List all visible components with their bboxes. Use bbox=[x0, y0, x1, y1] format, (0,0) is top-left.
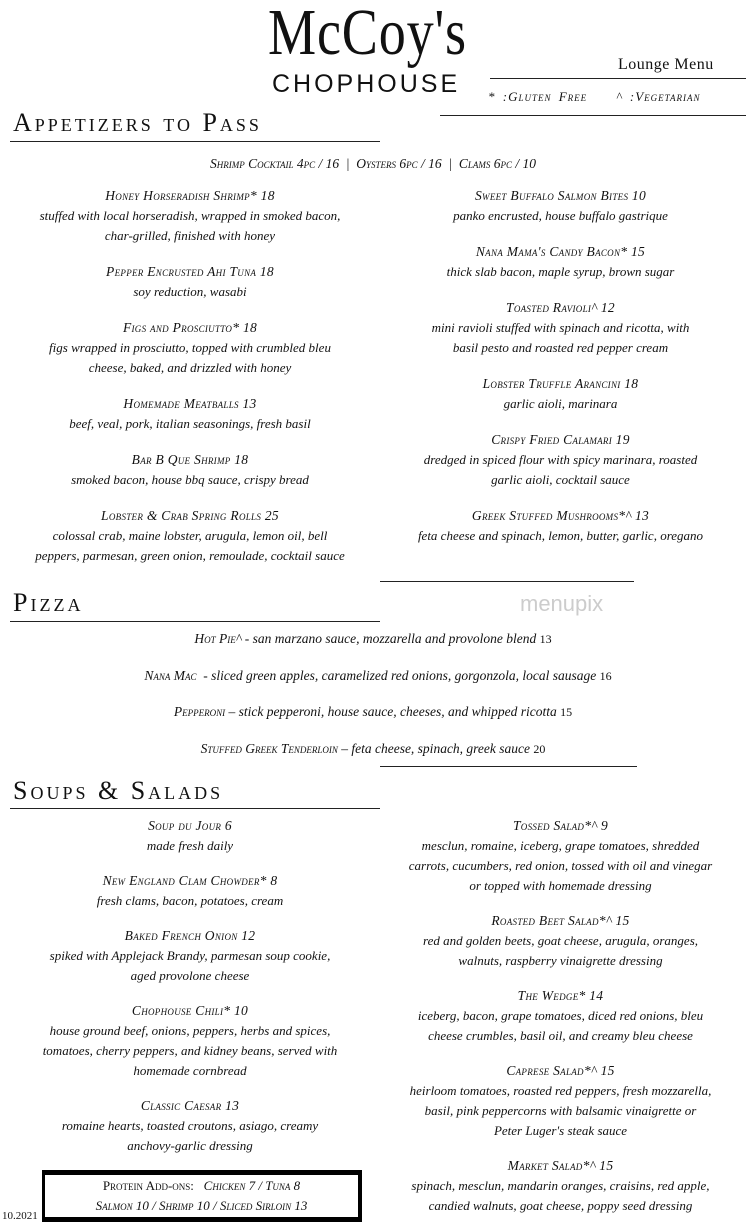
menu-item-description: walnuts, raspberry vinaigrette dressing bbox=[458, 953, 663, 968]
menu-item bbox=[447, 241, 675, 282]
pizza-name: Hot Pie^ bbox=[194, 631, 242, 646]
menu-item-description: fresh clams, bacon, potatoes, cream bbox=[96, 893, 284, 908]
menu-item-description: spinach, mesclun, mandarin oranges, craisins, red apple, bbox=[411, 1178, 710, 1193]
dietary-legend: * :Gluten Free ^ :Vegetarian bbox=[488, 89, 701, 104]
protein-addons-box bbox=[42, 1170, 362, 1222]
section-heading-appetizers: Appetizers to Pass bbox=[13, 108, 262, 137]
pizza-description: – feta cheese, spinach, greek sauce bbox=[337, 740, 534, 756]
menu-date: 10.2021 bbox=[2, 1210, 38, 1222]
menu-item-description: soy reduction, wasabi bbox=[133, 284, 247, 299]
menu-item-description: heirloom tomatoes, roasted red peppers, fresh mozzarella, bbox=[409, 1083, 712, 1098]
pizza-description: - san marzano sauce, mozzarella and provolone blend bbox=[241, 631, 540, 646]
menu-item-title: Lobster Truffle Arancini 18 bbox=[482, 376, 639, 391]
menu-item-description: dredged in spiced flour with spicy marinara, roasted bbox=[423, 452, 698, 467]
menu-item bbox=[106, 261, 274, 302]
menu-item-title: Classic Caesar 13 bbox=[140, 1098, 240, 1113]
divider bbox=[380, 766, 637, 767]
menu-item-description: mesclun, romaine, iceberg, grape tomatoes, shredded bbox=[421, 838, 700, 853]
pizza-name: Pepperoni bbox=[173, 704, 226, 719]
menu-item bbox=[62, 1095, 318, 1156]
menu-item bbox=[418, 985, 703, 1046]
menu-item bbox=[40, 185, 341, 246]
protein-line1: Chicken 7 / Tuna 8 bbox=[203, 1178, 301, 1193]
menu-item-title: Figs and Prosciutto* 18 bbox=[122, 320, 258, 335]
divider bbox=[10, 141, 380, 142]
menu-item-description: aged provolone cheese bbox=[130, 968, 250, 983]
menu-item bbox=[147, 815, 233, 856]
pizza-name: Nana Mac bbox=[144, 667, 197, 683]
menu-item-description: panko encrusted, house buffalo gastrique bbox=[453, 208, 668, 223]
protein-label: Protein Add-ons: bbox=[102, 1178, 194, 1193]
menu-item bbox=[483, 373, 639, 414]
pizza-list bbox=[0, 628, 746, 774]
divider bbox=[440, 115, 746, 116]
menu-item-title: Homemade Meatballs 13 bbox=[123, 396, 257, 411]
salads-column bbox=[378, 815, 743, 1230]
menu-item-title: The Wedge* 14 bbox=[517, 988, 604, 1003]
menu-item-title: Soup du Jour 6 bbox=[148, 818, 232, 833]
menu-item-title: Toasted Ravioli^ 12 bbox=[506, 300, 615, 315]
menu-item-description: thick slab bacon, maple syrup, brown sugar bbox=[446, 264, 675, 279]
menu-item-description: mini ravioli stuffed with spinach and ricotta, with bbox=[431, 320, 690, 335]
soups-column bbox=[5, 815, 375, 1170]
menu-item bbox=[410, 1060, 712, 1141]
menu-item-title: Caprese Salad*^ 15 bbox=[506, 1063, 615, 1078]
menu-item-description: cheese crumbles, basil oil, and creamy bleu cheese bbox=[428, 1028, 693, 1043]
pizza-price: 16 bbox=[599, 668, 612, 683]
raw-bar-line: Shrimp Cocktail 4pc / 16 | Oysters 6pc / 16 | Clams 6pc / 10 bbox=[209, 156, 537, 171]
menu-item-title: Nana Mama's Candy Bacon* 15 bbox=[475, 244, 646, 259]
menu-item bbox=[411, 1155, 709, 1216]
menu-item-title: Bar B Que Shrimp 18 bbox=[131, 452, 249, 467]
menu-item bbox=[71, 449, 309, 490]
menu-item bbox=[43, 1000, 338, 1081]
logo-chophouse: CHOPHOUSE bbox=[272, 70, 461, 98]
menu-item-description: basil pesto and roasted red pepper cream bbox=[452, 340, 669, 355]
divider bbox=[10, 621, 380, 622]
menu-item-title: Baked French Onion 12 bbox=[124, 928, 256, 943]
menu-item-description: peppers, parmesan, green onion, remoulade, cocktail sauce bbox=[35, 548, 345, 563]
logo-mccoys: McCoy's bbox=[268, 0, 467, 69]
divider bbox=[380, 581, 634, 582]
menu-item-description: red and golden beets, goat cheese, arugula, oranges, bbox=[423, 933, 698, 948]
menu-item-description: beef, veal, pork, italian seasonings, fresh basil bbox=[69, 416, 311, 431]
menu-item-description: char-grilled, finished with honey bbox=[104, 228, 276, 243]
pizza-price: 15 bbox=[560, 705, 573, 719]
menu-item-description: colossal crab, maine lobster, arugula, lemon oil, bell bbox=[52, 528, 328, 543]
menu-item-title: Honey Horseradish Shrimp* 18 bbox=[105, 188, 275, 203]
menu-item-description: carrots, cucumbers, red onion, tossed with oil and vinegar bbox=[408, 858, 713, 873]
appetizers-right-column bbox=[378, 185, 743, 561]
section-heading-soups-salads: Soups & Salads bbox=[13, 776, 224, 805]
menu-name: Lounge Menu bbox=[618, 56, 714, 73]
watermark: menupix bbox=[520, 591, 604, 616]
menu-item bbox=[69, 393, 310, 434]
menu-item bbox=[409, 815, 712, 896]
pizza-item bbox=[0, 628, 746, 665]
menu-item-description: iceberg, bacon, grape tomatoes, diced red onions, bleu bbox=[417, 1008, 704, 1023]
menu-item bbox=[50, 925, 331, 986]
menu-item-description: homemade cornbread bbox=[133, 1063, 247, 1078]
pizza-price: 20 bbox=[533, 741, 546, 756]
menu-item-description: basil, pink peppercorns with balsamic vinaigrette or bbox=[424, 1103, 697, 1118]
menu-item-title: New England Clam Chowder* 8 bbox=[102, 873, 278, 888]
menu-item-title: Greek Stuffed Mushrooms*^ 13 bbox=[471, 508, 650, 523]
menu-item bbox=[97, 870, 283, 911]
menu-item-description: figs wrapped in prosciutto, topped with crumbled bleu bbox=[49, 340, 331, 355]
menu-item-title: Chophouse Chili* 10 bbox=[131, 1003, 249, 1018]
appetizers-left-column bbox=[5, 185, 375, 581]
menu-item-description: romaine hearts, toasted croutons, asiago, creamy bbox=[61, 1118, 319, 1133]
menu-item bbox=[424, 429, 697, 490]
pizza-description: – stick pepperoni, house sauce, cheeses, and whipped ricotta bbox=[225, 704, 561, 719]
menu-item-description: candied walnuts, goat cheese, poppy seed dressing bbox=[428, 1198, 693, 1213]
menu-item-title: Pepper Encrusted Ahi Tuna 18 bbox=[106, 264, 274, 279]
menu-item-description: smoked bacon, house bbq sauce, crispy bread bbox=[71, 472, 309, 487]
menu-item-description: garlic aioli, marinara bbox=[503, 396, 618, 411]
menu-item bbox=[453, 185, 668, 226]
pizza-item bbox=[0, 701, 746, 738]
pizza-item bbox=[0, 665, 746, 702]
pizza-price: 13 bbox=[539, 632, 552, 646]
menu-item-description: stuffed with local horseradish, wrapped in smoked bacon, bbox=[39, 208, 341, 223]
divider bbox=[490, 78, 746, 79]
menu-item-description: feta cheese and spinach, lemon, butter, garlic, oregano bbox=[417, 528, 704, 543]
menu-item-description: Peter Luger's steak sauce bbox=[493, 1123, 628, 1138]
menu-item bbox=[49, 317, 331, 378]
menu-item-description: spiked with Applejack Brandy, parmesan soup cookie, bbox=[49, 948, 331, 963]
pizza-name: Stuffed Greek Tenderloin bbox=[200, 740, 338, 756]
menu-item-description: made fresh daily bbox=[146, 838, 234, 853]
pizza-item bbox=[0, 738, 746, 775]
menu-item bbox=[423, 910, 698, 971]
menu-item bbox=[418, 505, 703, 546]
section-heading-pizza: Pizza bbox=[13, 588, 84, 617]
menu-item-description: house ground beef, onions, peppers, herbs and spices, bbox=[49, 1023, 331, 1038]
menu-item-title: Sweet Buffalo Salmon Bites 10 bbox=[474, 188, 647, 203]
menu-item-title: Crispy Fried Calamari 19 bbox=[491, 432, 630, 447]
protein-line2: Salmon 10 / Shrimp 10 / Sliced Sirloin 13 bbox=[95, 1198, 308, 1213]
menu-item bbox=[35, 505, 345, 566]
pizza-description: - sliced green apples, caramelized red onions, gorgonzola, local sausage bbox=[196, 667, 600, 683]
menu-item-title: Market Salad*^ 15 bbox=[507, 1158, 614, 1173]
menu-item-description: anchovy-garlic dressing bbox=[127, 1138, 253, 1153]
menu-item-description: tomatoes, cherry peppers, and kidney beans, served with bbox=[42, 1043, 338, 1058]
menu-item-title: Tossed Salad*^ 9 bbox=[513, 818, 608, 833]
menu-item-title: Lobster & Crab Spring Rolls 25 bbox=[101, 508, 279, 523]
menu-item-description: garlic aioli, cocktail sauce bbox=[491, 472, 630, 487]
menu-item-title: Roasted Beet Salad*^ 15 bbox=[491, 913, 630, 928]
menu-item-description: cheese, baked, and drizzled with honey bbox=[88, 360, 292, 375]
menu-item bbox=[432, 297, 690, 358]
divider bbox=[10, 808, 380, 809]
menu-item-description: or topped with homemade dressing bbox=[469, 878, 652, 893]
